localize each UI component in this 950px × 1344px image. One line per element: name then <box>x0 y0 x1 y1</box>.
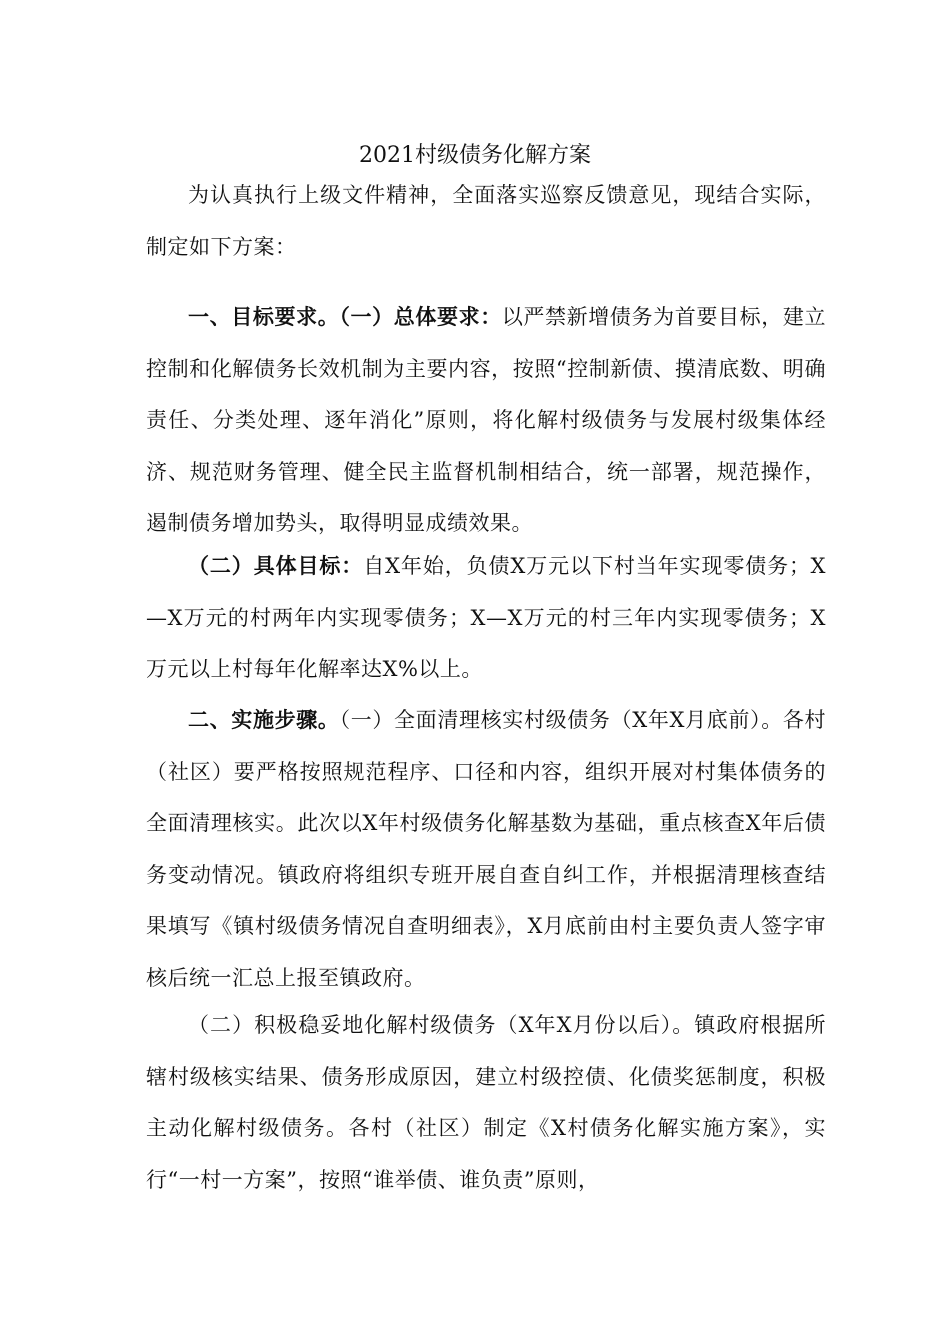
document-title: 2021村级债务化解方案 <box>359 143 591 168</box>
section-1b-heading: （二）具体目标： <box>188 553 364 578</box>
section-2-paragraph <box>146 694 826 1004</box>
section-1b-paragraph <box>146 540 826 696</box>
section-2-text: （一）全面清理核实村级债务（X年X月底前）。各村（社区）要严格按照规范程序、口径和内容，组织开展对村集体债务的全面清理核实。此次以X年村级债务化解基数为基础，重点核查X年后债务变动情况。镇政府将组织专班开展自查自纠工作，并根据清理核查结果填写《镇村级债务情况自查明细表》，X月底前由村主要负责人签字审核后统一汇总上报至镇政府。 <box>146 708 826 990</box>
intro-paragraph: 为认真执行上级文件精神，全面落实巡察反馈意见，现结合实际，制定如下方案： <box>146 183 826 259</box>
section-1-text: 以严禁新增债务为首要目标，建立控制和化解债务长效机制为主要内容，按照“控制新债、摸清底数、明确责任、分类处理、逐年消化”原则，将化解村级债务与发展村级集体经济、规范财务管理、健全民主监督机制相结合，统一部署，规范操作，遏制债务增加势头，取得明显成绩效果。 <box>146 305 827 535</box>
section-1-paragraph <box>146 291 826 550</box>
section-2-heading: 二、实施步骤。 <box>188 707 340 732</box>
section-1-heading: 一、目标要求。（一）总体要求： <box>188 304 502 329</box>
section-1b-text: 自X年始，负债X万元以下村当年实现零债务；X—X万元的村两年内实现零债务；X—X万元的村三年内实现零债务；X万元以上村每年化解率达X%以上。 <box>146 554 826 681</box>
section-2b-paragraph: （二）积极稳妥地化解村级债务（X年X月份以后）。镇政府根据所辖村级核实结果、债务形成原因，建立村级控债、化债奖惩制度，积极主动化解村级债务。各村（社区）制定《X村债务化解实施方案》，实行“一村一方案”，按照“谁举债、谁负责”原则， <box>146 1013 826 1192</box>
